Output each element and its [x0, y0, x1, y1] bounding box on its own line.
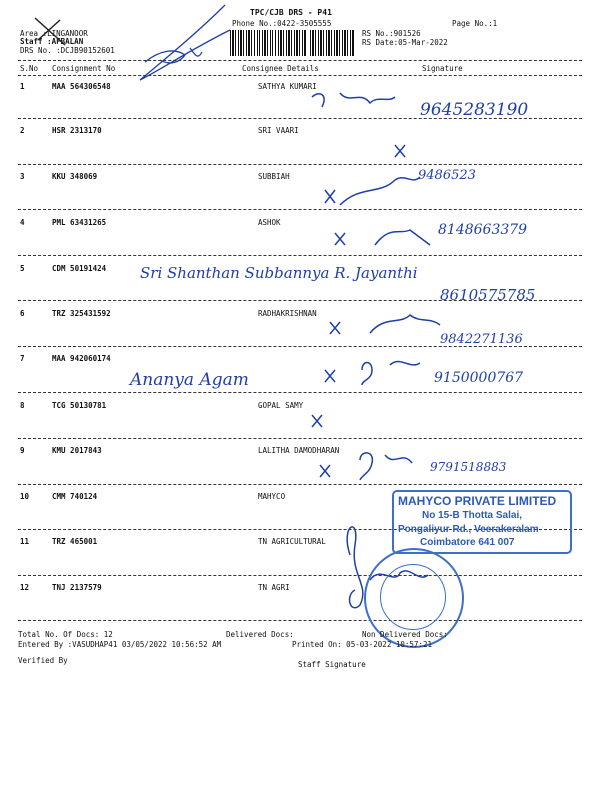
handwritten-phone-row-6: 9842271136	[440, 332, 523, 347]
delivered-docs: Delivered Docs:	[226, 630, 294, 639]
row-9-consignment: KMU 2017843	[52, 446, 102, 455]
row-6-consignee: RADHAKRISHNAN	[258, 309, 317, 318]
row-8-consignee: GOPAL SAMY	[258, 401, 304, 410]
row-11-consignment: TRZ 465001	[52, 537, 98, 546]
area-label: Area :LINGANOOR	[20, 29, 88, 38]
staff-label: Staff :AFBALAN	[20, 37, 84, 46]
column-header-signature: Signature	[422, 64, 463, 73]
row-12-consignee: TN AGRI	[258, 583, 290, 592]
column-header-sno: S.No	[20, 64, 39, 73]
row-10-consignment: CMM 740124	[52, 492, 98, 501]
handwritten-phone-row-5: 8610575785	[440, 286, 536, 304]
staff-signature: Staff Signature	[298, 660, 366, 669]
handwritten-name-row-7: Ananya Agam	[130, 370, 249, 390]
rs-date: RS Date:05-Mar-2022	[362, 38, 448, 47]
row-1-consignment: MAA 564306548	[52, 82, 111, 91]
stamp-address-line-2: Pongaliyur Rd., Veerakeralam	[398, 524, 539, 535]
row-6-consignment: TRZ 325431592	[52, 309, 111, 318]
handwritten-phone-row-1: 9645283190	[420, 100, 529, 120]
row-4-consignment: PML 63431265	[52, 218, 107, 227]
row-12-consignment: TNJ 2137579	[52, 583, 102, 592]
non-delivered-docs: Non Delivered Docs:	[362, 630, 448, 639]
total-docs: Total No. Of Docs: 12	[18, 630, 113, 639]
row-3-consignment: KKU 348069	[52, 172, 98, 181]
row-9-sno: 9	[20, 446, 25, 455]
entered-by: Entered By :VASUDHAP41 03/05/2022 10:56:52 AM	[18, 640, 222, 649]
row-2-consignee: SRI VAARI	[258, 126, 299, 135]
handwritten-phone-row-3: 9486523	[418, 168, 476, 183]
row-5-consignment: CDM 50191424	[52, 264, 107, 273]
row-4-consignee: ASHOK	[258, 218, 281, 227]
handwritten-name-row-5: Sri Shanthan Subbannya R. Jayanthi	[140, 264, 418, 282]
row-10-sno: 10	[20, 492, 30, 501]
stamp-address-line-1: No 15-B Thotta Salai,	[422, 510, 523, 521]
handwritten-phone-row-9: 9791518883	[430, 460, 507, 474]
row-1-consignee: SATHYA KUMARI	[258, 82, 317, 91]
row-11-consignee: TN AGRICULTURAL	[258, 537, 326, 546]
row-6-sno: 6	[20, 309, 25, 318]
stamp-company-name: MAHYCO PRIVATE LIMITED	[398, 494, 557, 508]
column-header-consignment: Consignment No	[52, 64, 116, 73]
row-2-sno: 2	[20, 126, 25, 135]
row-10-consignee: MAHYCO	[258, 492, 286, 501]
document-title: TPC/CJB DRS - P41	[250, 8, 332, 17]
drs-number: DRS No. :DCJB90152601	[20, 46, 115, 55]
row-3-consignee: SUBBIAH	[258, 172, 290, 181]
header-signature-scribble	[20, 0, 260, 95]
rs-number: RS No.:901526	[362, 29, 421, 38]
row-1-sno: 1	[20, 82, 25, 91]
row-7-consignment: MAA 942060174	[52, 354, 111, 363]
printed-on: Printed On: 05-03-2022 10:57:21	[292, 640, 432, 649]
stamp-address-line-3: Coimbatore 641 007	[420, 537, 515, 548]
row-2-consignment: HSR 2313170	[52, 126, 102, 135]
row-5-sno: 5	[20, 264, 25, 273]
phone-number: Phone No.:0422-3505555	[232, 19, 332, 28]
row-9-consignee: LALITHA DAMODHARAN	[258, 446, 340, 455]
column-header-consignee: Consignee Details	[242, 64, 319, 73]
row-4-sno: 4	[20, 218, 25, 227]
row-7-sno: 7	[20, 354, 25, 363]
row-3-sno: 3	[20, 172, 25, 181]
handwritten-phone-row-7: 9150000767	[434, 370, 524, 386]
row-8-consignment: TCG 50130781	[52, 401, 107, 410]
row-11-sno: 11	[20, 537, 30, 546]
row-8-sno: 8	[20, 401, 25, 410]
verified-by: Verified By	[18, 656, 68, 665]
page-number: Page No.:1	[452, 19, 498, 28]
handwritten-phone-row-4: 8148663379	[438, 222, 528, 238]
row-12-sno: 12	[20, 583, 30, 592]
